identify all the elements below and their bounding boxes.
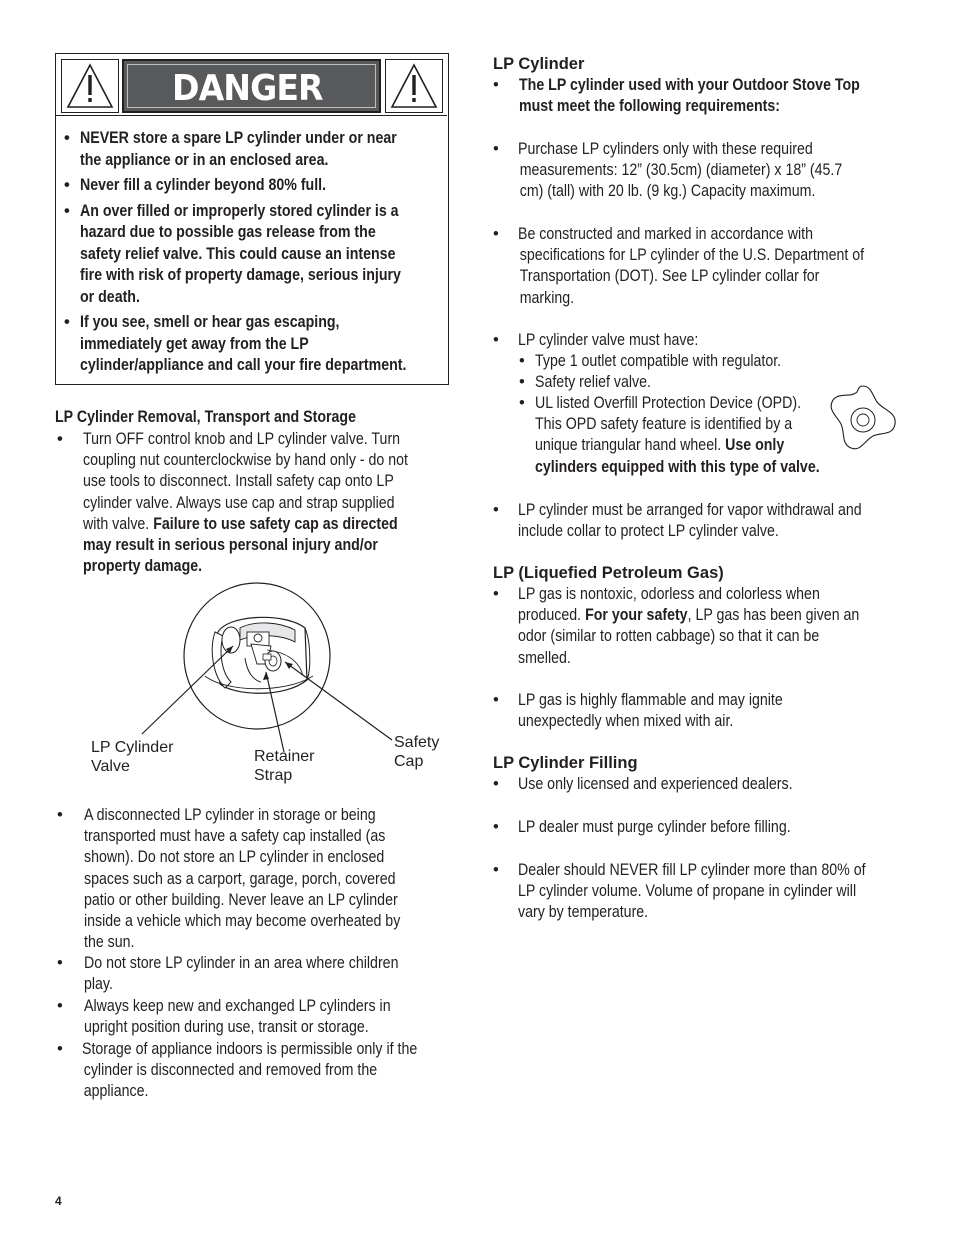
bullet: • [493, 861, 499, 879]
text-line: LP gas is highly flammable and may ignite [518, 691, 783, 709]
danger-title: DANGER [172, 68, 323, 109]
text-line [518, 626, 859, 647]
text-line: If you see, smell or hear gas escaping, [80, 313, 340, 331]
text-run: with valve. [83, 514, 154, 533]
danger-warning-box [55, 53, 449, 385]
removal-paragraph [83, 429, 408, 577]
text-run: use tools to disconnect. Install safety cap onto LP [83, 472, 394, 491]
valve-sub-relief [535, 372, 651, 393]
text-line: Transportation (DOT). See LP cylinder collar for [519, 267, 820, 286]
danger-item-text [80, 128, 441, 171]
bold-text-run: property damage. [83, 557, 203, 576]
storage-item [84, 953, 398, 995]
label-line: Valve [91, 758, 130, 775]
text-run: LP gas is nontoxic, odorless and colorless when [518, 585, 820, 603]
text-line [535, 457, 820, 478]
bold-text-run: For your safety [585, 606, 688, 625]
bold-text-run: Use only [725, 436, 785, 455]
text-line: The LP cylinder used with your Outdoor Stove Top [519, 76, 860, 94]
bullet: • [64, 313, 70, 331]
text-line: vary by temperature. [518, 903, 649, 922]
text-line: patio or other building. Never leave an LP cylinder [84, 890, 398, 909]
label-lp-cylinder-valve [91, 738, 173, 776]
bullet: • [57, 430, 63, 448]
text-line: safety relief valve. This could cause an intense [80, 244, 396, 263]
text-line: include collar to protect LP cylinder valve. [518, 522, 779, 541]
text-line: play. [84, 975, 113, 994]
danger-list [64, 128, 444, 381]
label-line: Strap [254, 767, 293, 784]
text-line: Safety relief valve. [535, 373, 651, 391]
label-line: Cap [394, 753, 424, 770]
bullet: • [493, 818, 499, 836]
warning-triangle-left [61, 59, 119, 113]
text-line [83, 429, 408, 450]
exclamation-triangle-icon [66, 63, 114, 109]
filling-item-dealers [518, 774, 793, 795]
storage-item [84, 996, 391, 1038]
text-line: marking. [519, 288, 575, 307]
text-line [83, 493, 408, 514]
text-run: Turn OFF control knob and LP cylinder valve. Turn [83, 430, 401, 448]
text-line: hazard due to possible gas release from the [80, 223, 376, 241]
valve-sub-opd [535, 393, 820, 478]
warning-triangle-right [385, 59, 443, 113]
danger-item-text [80, 312, 441, 377]
text-run: UL listed Overfill Protection Device (OPD). [535, 394, 802, 412]
text-line: Always keep new and exchanged LP cylinders in [84, 997, 391, 1015]
text-line [518, 648, 859, 669]
text-line: Do not store LP cylinder in an area where children [84, 954, 399, 972]
danger-item-text [80, 175, 441, 197]
lpg-heading: LP (Liquefied Petroleum Gas) [493, 564, 724, 582]
bullet: • [64, 129, 70, 147]
removal-heading [55, 407, 356, 428]
requirement-valve [518, 330, 698, 351]
text-line: specifications for LP cylinder of the U.S. Department of [519, 246, 865, 265]
exclamation-triangle-icon [390, 63, 438, 109]
text-line: cylinder is disconnected and removed from the [83, 1061, 378, 1080]
label-retainer-strap [254, 747, 314, 785]
text-run: cylinder valve. Always use cap and strap supplied [83, 493, 395, 512]
bold-text-run: cylinders equipped with this type of valve. [535, 457, 820, 476]
requirement-measurements [518, 139, 842, 203]
danger-header [56, 54, 447, 116]
bullet: • [493, 76, 499, 94]
danger-banner [122, 59, 381, 113]
label-line: Safety [394, 734, 440, 751]
text-line: inside a vehicle which may become overheated by [84, 912, 401, 931]
text-line: LP cylinder must be arranged for vapor withdrawal and [518, 501, 862, 519]
text-line: immediately get away from the LP [80, 334, 309, 353]
text-line: must meet the following requirements: [519, 97, 780, 116]
text-line: NEVER store a spare LP cylinder under or near [80, 129, 397, 147]
text-line: Type 1 outlet compatible with regulator. [535, 352, 782, 370]
text-run: coupling nut counterclockwise by hand only - do not [83, 451, 408, 470]
text-run: smelled. [518, 648, 571, 667]
bold-text-run: Failure to use safety cap as directed [153, 514, 398, 533]
text-line: LP dealer must purge cylinder before filling. [518, 818, 791, 836]
text-line: or death. [80, 287, 140, 306]
lp-cylinder-intro [519, 75, 860, 117]
text-line: Purchase LP cylinders only with these required [518, 140, 813, 158]
bullet: • [493, 331, 499, 349]
text-line [83, 556, 408, 577]
storage-item [84, 805, 400, 953]
text-line: LP cylinder volume. Volume of propane in cylinder will [518, 882, 857, 901]
cylinder-top-illustration [184, 583, 330, 729]
label-line: LP Cylinder [91, 739, 174, 756]
bullet: • [57, 954, 63, 972]
text-line: cylinder/appliance and call your fire department. [80, 356, 407, 374]
bullet: • [493, 775, 499, 793]
bullet: • [493, 225, 499, 243]
lp-cylinder-heading: LP Cylinder [493, 55, 585, 73]
bullet: • [493, 585, 499, 603]
danger-item [64, 201, 444, 309]
text-line [83, 450, 408, 471]
text-run: produced. [518, 606, 586, 625]
text-run: , LP gas has been given an [687, 606, 860, 625]
text-run: This OPD safety feature is identified by a [535, 415, 793, 434]
text-line: shown). Do not store an LP cylinder in enclosed [84, 848, 385, 867]
danger-item [64, 312, 444, 377]
bullet: • [64, 201, 70, 220]
sub-bullet: • [519, 394, 525, 412]
text-line: Never fill a cylinder beyond 80% full. [80, 176, 327, 194]
text-line [535, 435, 820, 456]
storage-item [82, 1039, 417, 1103]
text-line [83, 535, 408, 556]
label-safety-cap [394, 733, 439, 771]
bullet: • [64, 176, 70, 194]
text-line: LP cylinder valve must have: [518, 331, 699, 349]
filling-heading: LP Cylinder Filling [493, 754, 638, 772]
page-number: 4 [55, 1194, 62, 1208]
text-line: Storage of appliance indoors is permissible only if the [82, 1040, 418, 1058]
sub-bullet: • [519, 352, 525, 370]
bullet: • [493, 501, 499, 519]
bullet: • [57, 997, 63, 1015]
text-line: measurements: 12” (30.5cm) (diameter) x 18” (45.7 [519, 161, 843, 180]
text-line [83, 471, 408, 492]
requirement-dot [518, 224, 864, 309]
bullet: • [57, 1040, 63, 1058]
filling-item-purge [518, 817, 791, 838]
bullet: • [57, 806, 63, 824]
lpg-item-flammable [518, 690, 783, 732]
text-line: fire with risk of property damage, serious injury [80, 266, 401, 284]
text-line: unexpectedly when mixed with air. [518, 712, 734, 731]
text-line [535, 414, 820, 435]
text-line: A disconnected LP cylinder in storage or being [84, 806, 376, 824]
filling-item-80-percent [518, 860, 866, 924]
text-line: the appliance or in an enclosed area. [80, 150, 329, 169]
text-line [83, 514, 408, 535]
valve-sub-type1 [535, 351, 781, 372]
text-line: upright position during use, transit or storage. [84, 1018, 369, 1037]
removal-heading-text: LP Cylinder Removal, Transport and Storage [55, 408, 356, 426]
sub-bullet: • [519, 373, 525, 391]
text-line: the sun. [84, 933, 135, 952]
bold-text-run: may result in serious personal injury and/or [83, 536, 378, 555]
requirement-vapor [518, 500, 862, 542]
text-line [518, 584, 859, 605]
text-line: spaces such as a carport, garage, porch, covered [84, 869, 396, 888]
bullet: • [493, 140, 499, 158]
danger-item [64, 128, 444, 171]
danger-item [64, 175, 444, 197]
danger-item-text [80, 201, 441, 309]
text-line: appliance. [83, 1082, 149, 1101]
text-line: Be constructed and marked in accordance with [518, 225, 814, 243]
text-run: odor (similar to rotten cabbage) so that it can be [518, 627, 820, 646]
text-line [535, 393, 820, 414]
text-line: Dealer should NEVER fill LP cylinder more than 80% of [518, 861, 866, 879]
text-line: An over filled or improperly stored cylinder is a [80, 201, 399, 220]
triangular-hand-wheel-icon [825, 380, 901, 456]
text-line [518, 605, 859, 626]
text-run: unique triangular hand wheel. [535, 436, 726, 455]
lpg-item-odor [518, 584, 859, 669]
bullet: • [493, 691, 499, 709]
label-line: Retainer [254, 748, 315, 765]
text-line: cm) (tall) with 20 lb. (9 kg.) Capacity maximum. [519, 182, 816, 201]
text-line: transported must have a safety cap installed (as [84, 827, 386, 846]
text-line: Use only licensed and experienced dealers. [518, 775, 793, 793]
